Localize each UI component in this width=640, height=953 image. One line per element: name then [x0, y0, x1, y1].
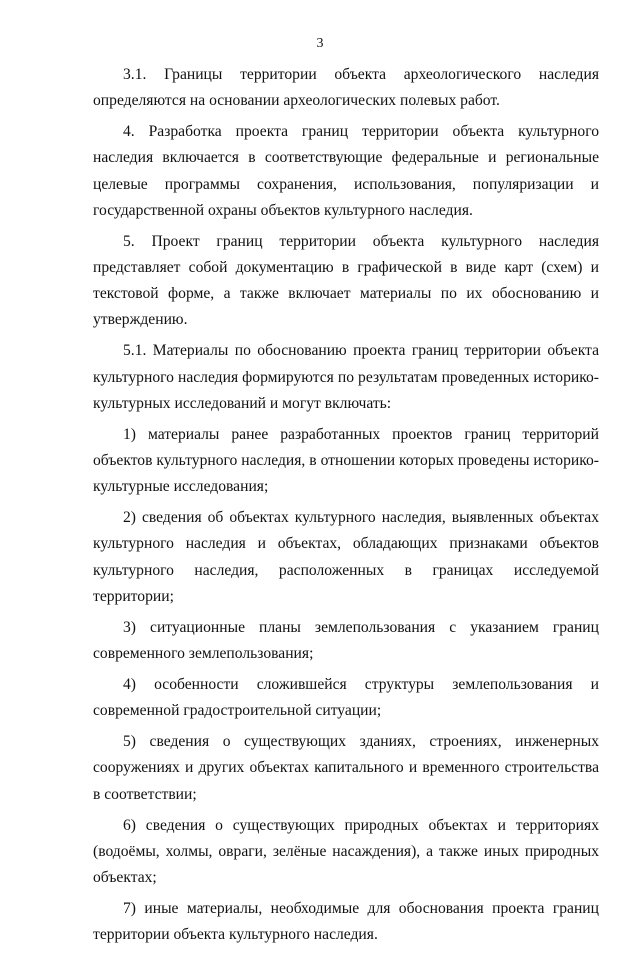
paragraph-3-1: 3.1. Границы территории объекта археологического наследия определяются на основании археологических полевых работ.	[93, 66, 599, 110]
paragraph-5-1: 5.1. Материалы по обоснованию проекта границ территории объекта культурного наследия формируются по результатам проведенных историко-культурных исследований и могут включать:	[93, 342, 599, 412]
document-body	[93, 62, 599, 953]
list-item-2: 2) сведения об объектах культурного наследия, выявленных объектах культурного наследия и объектах, обладающих признаками объектов культурного наследия, расположенных в границах исследуемой территории;	[93, 509, 599, 605]
list-item-7: 7) иные материалы, необходимые для обоснования проекта границ территории объекта культурного наследия.	[93, 900, 599, 944]
list-item-3: 3) ситуационные планы землепользования с указанием границ современного землепользования;	[93, 618, 599, 663]
list-item-4: 4) особенности сложившейся структуры землепользования и современной градостроительной ситуации;	[93, 676, 599, 720]
page-number: 3	[316, 36, 324, 51]
list-item-1: 1) материалы ранее разработанных проектов границ территорий объектов культурного наследия, в отношении которых проведены историко-культурные исследования;	[93, 425, 599, 496]
list-item-5: 5) сведения о существующих зданиях, строениях, инженерных сооружениях и других объектах капитального и временного строительства в соответствии;	[93, 733, 599, 803]
paragraph-5: 5. Проект границ территории объекта культурного наследия представляет собой документацию в графической в виде карт (схем) и текстовой форме, а также включает материалы по их обоснованию и утверждению.	[93, 232, 599, 329]
paragraph-4: 4. Разработка проекта границ территории объекта культурного наследия включается в соответствующие федеральные и региональные целевые программы сохранения, использования, популяризации и государственной охраны объектов культурного наследия.	[93, 123, 599, 219]
list-item-6: 6) сведения о существующих природных объектах и территориях (водоёмы, холмы, овраги, зелёные насаждения), а также иных природных объектах;	[93, 816, 599, 887]
